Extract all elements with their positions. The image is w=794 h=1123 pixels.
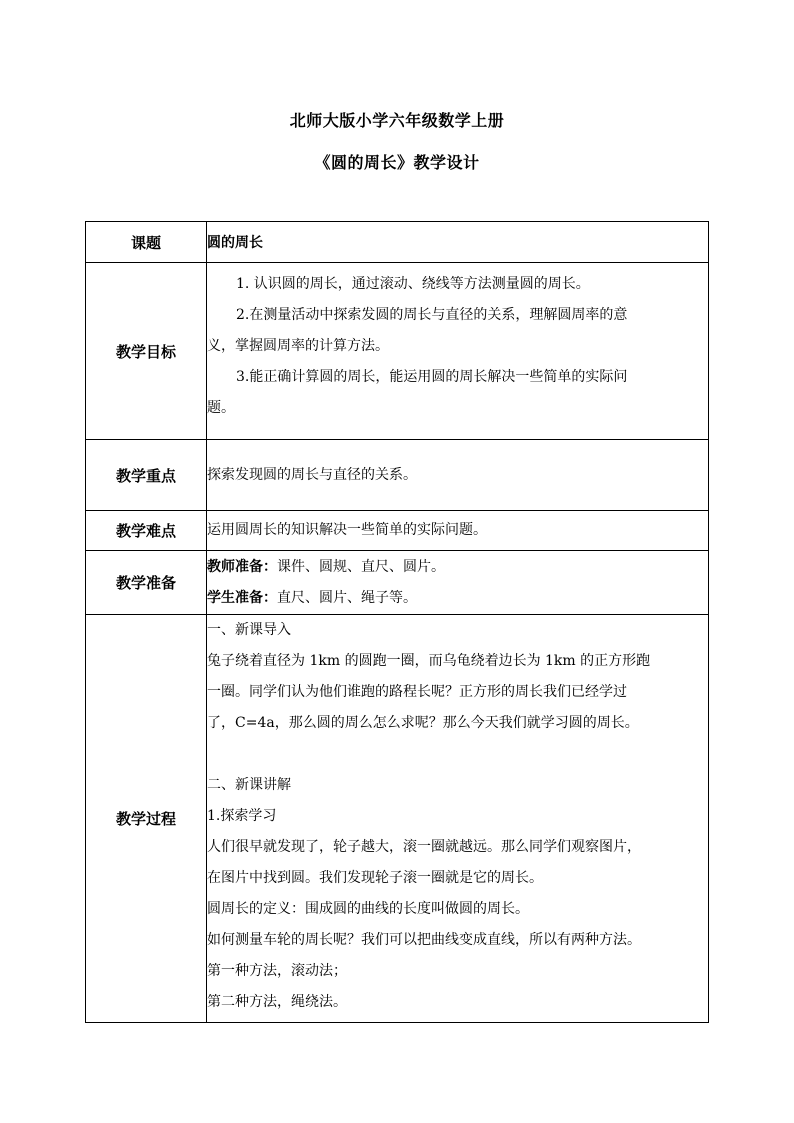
process-line: 一、新课导入: [207, 622, 291, 638]
student-prep-value: 直尺、圆片、绳子等。: [277, 589, 417, 606]
difficulties-label: 教学难点: [86, 511, 207, 551]
process-blank-line: [207, 739, 708, 770]
process-line: 如何测量车轮的周长呢？我们可以把曲线变成直线，所以有两种方法。: [207, 932, 641, 948]
lesson-plan-table: [85, 221, 709, 1023]
teacher-prep-label: 教师准备：: [207, 558, 277, 575]
process-line: 兔子绕着直径为 1km 的圆跑一圈，而乌龟绕着边长为 1km 的正方形跑: [207, 653, 651, 669]
topic-label: 课题: [86, 222, 207, 263]
row-goals: [86, 263, 709, 440]
row-key-points: [86, 440, 709, 511]
key-points-label: 教学重点: [86, 440, 207, 511]
process-label: 教学过程: [86, 615, 207, 1023]
document-title: 北师大版小学六年级数学上册: [289, 111, 505, 130]
process-line: 圆周长的定义：围成圆的曲线的长度叫做圆的周长。: [207, 901, 529, 917]
teacher-prep-value: 课件、圆规、直尺、圆片。: [277, 558, 445, 575]
row-process: [86, 615, 709, 1023]
preparation-label: 教学准备: [86, 551, 207, 615]
process-line: 第二种方法，绳绕法。: [207, 994, 347, 1010]
row-topic: [86, 222, 709, 263]
row-difficulties: [86, 511, 709, 551]
student-prep-label: 学生准备：: [207, 589, 277, 606]
goal-line: 题。: [207, 399, 235, 416]
process-line: 了，C=4a，那么圆的周么怎么求呢？那么今天我们就学习圆的周长。: [207, 715, 639, 731]
goal-line: 2.在测量活动中探索发圆的周长与直径的关系，理解圆周率的意: [236, 306, 628, 323]
document-subtitle: 《圆的周长》教学设计: [314, 153, 480, 172]
process-line: 一圈。同学们认为他们谁跑的路程长呢？正方形的周长我们已经学过: [207, 684, 627, 700]
goals-label: 教学目标: [86, 263, 207, 440]
goal-line: 3.能正确计算圆的周长，能运用圆的周长解决一些简单的实际问: [236, 368, 628, 385]
process-line: 1.探索学习: [207, 808, 277, 824]
process-line: 第一种方法，滚动法；: [207, 963, 347, 979]
key-points-value: 探索发现圆的周长与直径的关系。: [207, 466, 417, 483]
process-line: 在图片中找到圆。我们发现轮子滚一圈就是它的周长。: [207, 870, 543, 886]
goal-line: 义，掌握圆周率的计算方法。: [207, 337, 389, 354]
topic-value: 圆的周长: [207, 235, 263, 251]
difficulties-value: 运用圆周长的知识解决一些简单的实际问题。: [207, 522, 487, 538]
process-line: 人们很早就发现了，轮子越大，滚一圈就越远。那么同学们观察图片，: [207, 839, 641, 855]
process-line: 二、新课讲解: [207, 777, 291, 793]
goal-line: 1. 认识圆的周长，通过滚动、绕线等方法测量圆的周长。: [236, 275, 590, 292]
row-preparation: [86, 551, 709, 615]
